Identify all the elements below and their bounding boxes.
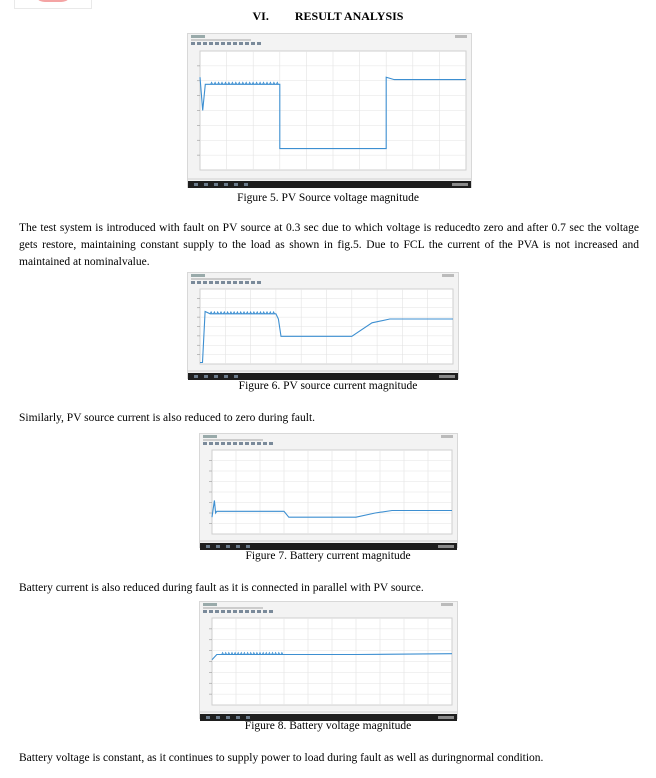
logo-fragment <box>14 0 92 9</box>
section-number: VI. <box>252 9 269 23</box>
figure-8-screenshot <box>199 601 458 719</box>
figure-8-caption: Figure 8. Battery voltage magnitude <box>244 720 412 732</box>
paragraph-3: Battery current is also reduced during fault as it is connected in parallel with PV source. <box>19 582 424 594</box>
paragraph-4: Battery voltage is constant, as it continues to supply power to load during fault as well as duringnormal condition. <box>19 752 544 764</box>
section-heading <box>0 9 656 24</box>
figure-8-plot <box>204 615 454 711</box>
figure-7-plot <box>204 447 454 540</box>
section-title: RESULT ANALYSIS <box>294 9 404 23</box>
figure-6-plot <box>192 286 455 370</box>
figure-5-plot <box>192 48 468 176</box>
paragraph-2: Similarly, PV source current is also reduced to zero during fault. <box>19 412 316 424</box>
figure-7-screenshot <box>199 433 458 548</box>
figure-7-caption: Figure 7. Battery current magnitude <box>245 550 411 562</box>
figure-5-caption: Figure 5. PV Source voltage magnitude <box>237 192 419 204</box>
figure-6-screenshot <box>187 272 459 379</box>
figure-6-caption: Figure 6. PV source current magnitude <box>238 380 418 392</box>
paragraph-1: The test system is introduced with fault on PV source at 0.3 sec due to which voltage is reducedto zero and after 0.7 sec the voltage gets restore, maintaining constant supply to the load as shown in fig.5. Due to FCL the current of the PVA is not increased and maintained at nominalvalue. <box>19 222 639 268</box>
figure-5-screenshot <box>187 33 472 188</box>
